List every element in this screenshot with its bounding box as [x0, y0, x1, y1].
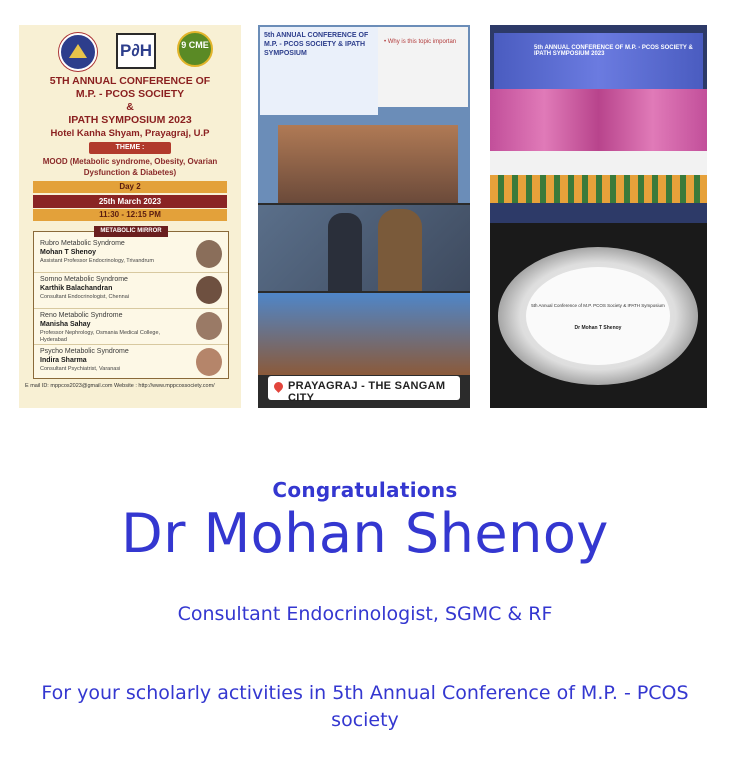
speaker-topic: Reno Metabolic Syndrome — [40, 312, 123, 319]
conference-poster — [19, 25, 241, 408]
speaker-row — [34, 344, 228, 380]
poster-theme-label: THEME : — [89, 142, 171, 154]
speaker-row — [34, 308, 228, 345]
speaker-name: Manisha Sahay — [40, 321, 91, 328]
presentation-screen — [378, 27, 468, 107]
attendees-group — [490, 89, 707, 151]
speaker-name: Mohan T Shenoy — [40, 249, 96, 256]
poster-title-line-2: M.P. - PCOS SOCIETY — [75, 88, 185, 100]
speaker-photo — [196, 348, 222, 376]
poster-title — [23, 75, 237, 127]
speaker-topic: Rubro Metabolic Syndrome — [40, 240, 125, 247]
speaker-role: Professor Nephrology, Osmania Medical College, Hyderabad — [40, 330, 161, 343]
speaker-topic: Psycho Metabolic Syndrome — [40, 348, 129, 355]
speaker-role: Consultant Psychiatrist, Varanasi — [40, 366, 121, 372]
led-text: 5th ANNUAL CONFERENCE OF M.P. - PCOS SOCIETY & IPATH SYMPOSIUM 2023 — [534, 45, 693, 57]
photo-collage — [258, 25, 470, 408]
award-photo — [278, 125, 458, 203]
speaker-name: Indira Sharma — [40, 357, 87, 364]
stage-group-photo — [490, 25, 707, 223]
speaker-row — [34, 272, 228, 309]
speaker-topic: Somno Metabolic Syndrome — [40, 276, 128, 283]
poster-theme-text: MOOD (Metabolic syndrome, Obesity, Ovarian Dysfunction & Diabetes) — [42, 157, 218, 177]
plaque-center — [526, 267, 670, 365]
cme-badge: 9 CME — [177, 31, 213, 67]
recipient-name: Dr Mohan Shenoy — [121, 502, 609, 565]
poster-time: 11:30 - 12:15 PM — [33, 209, 227, 221]
speaker-photo — [196, 312, 222, 340]
speaker-photo — [196, 276, 222, 304]
plaque-photo — [490, 223, 707, 408]
collage-photo-middle — [258, 205, 470, 291]
speaker-name: Karthik Balachandran — [40, 285, 113, 292]
person-figure — [378, 209, 422, 291]
society-logo — [59, 33, 97, 71]
congratulations-heading: Congratulations — [272, 478, 458, 502]
poster-venue: Hotel Kanha Shyam, Prayagraj, U.P — [50, 128, 210, 139]
poster-footer: E mail ID: mppcos2023@gmail.com Website : http://www.mppcossociety.com/ — [25, 383, 215, 389]
poster-title-line-3: & — [126, 101, 134, 113]
speaker-photo — [196, 240, 222, 268]
plaque-recipient: Dr Mohan T Shenoy — [574, 325, 622, 331]
caption-text: PRAYAGRAJ - THE SANGAM CITY — [288, 380, 446, 404]
recognition-note: For your scholarly activities in 5th Annual Conference of M.P. - PCOS society — [41, 682, 689, 731]
led-screen — [494, 33, 703, 89]
location-caption — [268, 376, 460, 404]
collage-photo-top — [258, 25, 470, 203]
speaker-box-title: METABOLIC MIRROR — [94, 226, 168, 237]
speaker-role: Consultant Endocrinologist, Chennai — [40, 294, 129, 300]
speaker-box — [33, 228, 229, 379]
flower-decoration — [490, 175, 707, 203]
collage-photo-bottom — [258, 293, 470, 375]
memento-plaque — [498, 247, 698, 385]
screen-text: • Why is this topic importan — [384, 39, 457, 45]
conference-banner — [260, 27, 378, 115]
speaker-role: Assistant Professor Endocrinology, Trivandrum — [40, 258, 154, 264]
recipient-role: Consultant Endocrinologist, SGMC & RF — [177, 603, 553, 625]
plaque-text: 5th Annual Conference of M.P. PCOS Society & IPATH Symposium — [531, 303, 665, 308]
speaker-row — [34, 236, 228, 273]
stage-photo — [490, 25, 707, 408]
banner-text: 5th ANNUAL CONFERENCE OF M.P. - PCOS SOCIETY & IPATH SYMPOSIUM — [264, 32, 369, 57]
poster-title-line-1: 5TH ANNUAL CONFERENCE OF — [49, 75, 211, 87]
poster-date: 25th March 2023 — [33, 195, 227, 208]
poster-logos — [19, 31, 241, 71]
poster-title-line-4: IPATH SYMPOSIUM 2023 — [68, 114, 192, 126]
ipath-logo: P∂H — [116, 33, 156, 69]
poster-day: Day 2 — [33, 181, 227, 193]
person-figure — [328, 213, 362, 291]
map-pin-icon — [272, 380, 285, 393]
